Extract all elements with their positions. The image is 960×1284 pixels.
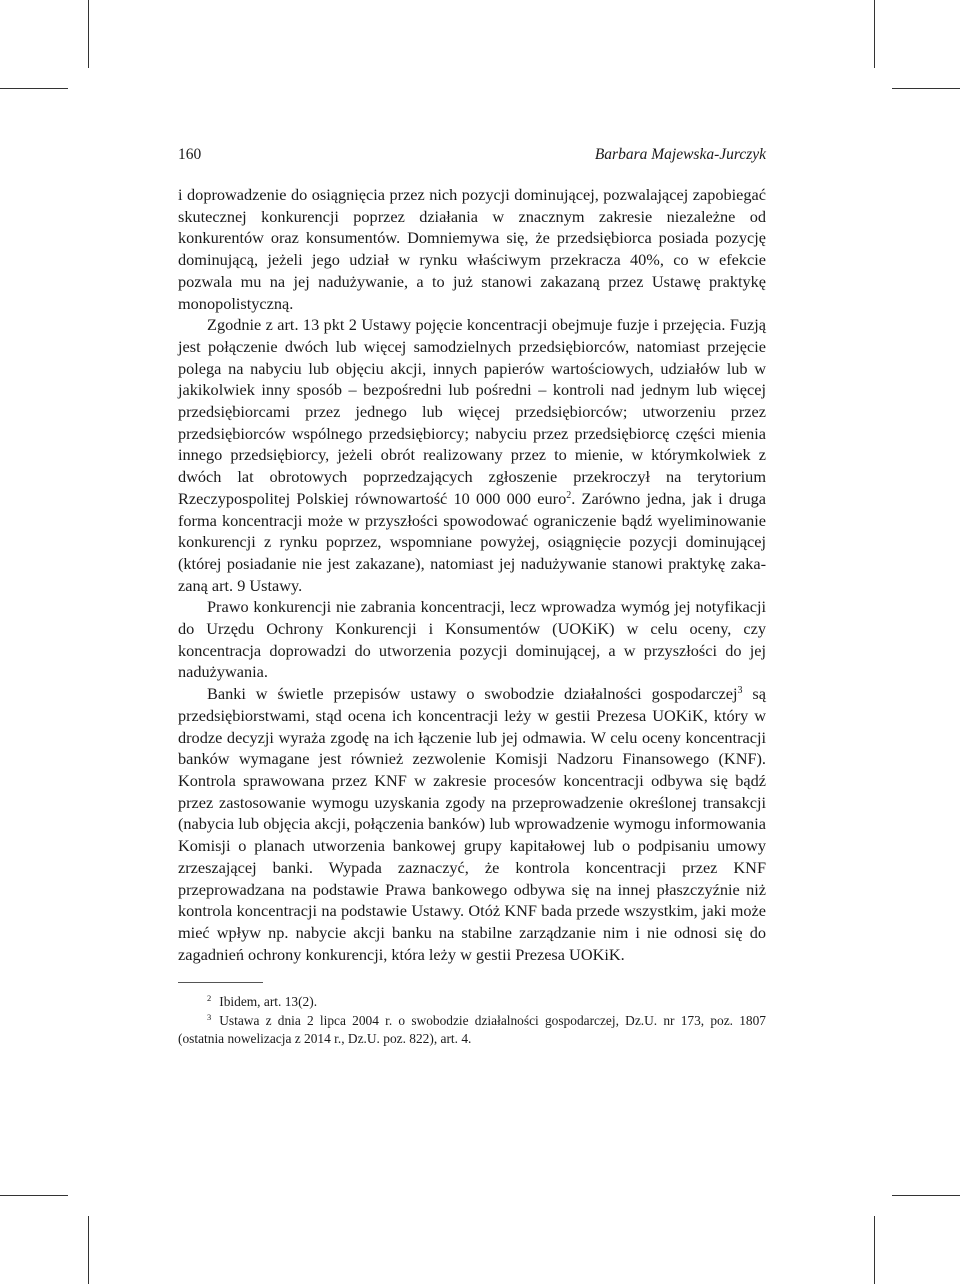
crop-mark-left-top — [0, 88, 68, 89]
page-number: 160 — [178, 146, 202, 163]
footnote-separator — [178, 982, 263, 983]
crop-mark-left-bottom — [0, 1195, 68, 1196]
paragraph-4 — [178, 683, 766, 965]
footnote-3-text: Ustawa z dnia 2 lipca 2004 r. o swobodzie działalności gospodarczej, Dz.U. nr 173, poz. 1807 (ostatnia nowelizacja z 2014 r., Dz.U. poz. 822), art. 4. — [178, 1012, 766, 1047]
running-head-author: Barbara Majewska-Jurczyk — [594, 146, 766, 163]
footnote-ref-3[interactable]: 3 — [737, 685, 743, 697]
footnotes — [178, 993, 766, 1049]
paragraph-4-text-b: są przedsiębiorstwami, stąd ocena ich koncentracji leży w gestii Prezesa UOKiK, który w drodze decyzji wyraża zgodę na ich łączenie lub jej odmawia. W celu oceny koncentracji banków wymagane jest również zezwolenie Komisji Nadzoru Finansowego (KNF). Kontrola sprawowana przez KNF w zakresie procesów koncentracji odbywa się bądź przez zastosowanie wymogu uzyskania zgody na przeprowadzenie określonej transakcji (nabycia lub objęcia akcji, połączenia banków) lub wprowadzenie wymogu informowania Komisji o planach utworzenia bankowej grupy kapitałowej lub o podpisaniu umowy zrzeszającej banki. Wypada zaznaczyć, że kontrola koncentracji przez KNF przeprowadzana na podstawie Prawa bankowego odbywa się na innej płaszczyźnie niż kontrola koncentracji na podstawie Ustawy. Otóż KNF bada przede wszystkim, jaki może mieć wpływ np. nabycie akcji banku na stabilne zarządzanie nim i nie odnosi się do zagadnień ochrony konkurencji, która leży w gestii Prezesa UOKiK. — [178, 684, 766, 964]
footnote-2-text: Ibidem, art. 13(2). — [219, 994, 318, 1010]
footnote-2 — [178, 993, 766, 1012]
footnote-3-mark: 3 — [207, 1011, 212, 1022]
paragraph-4-text-a: Banki w świetle przepisów ustawy o swobodzie działalności gospodarczej — [207, 684, 738, 704]
crop-mark-right-bottom — [892, 1195, 960, 1196]
crop-mark-bottom-left — [88, 1216, 89, 1284]
paragraph-3: Prawo konkurencji nie zabrania koncentracji, lecz wprowadza wymóg jej notyfikacji do Urzędu Ochrony Konkurencji i Konsumentów (UOKiK) w celu oceny, czy koncentracja doprowadzi do utworzenia pozycji dominującej, a w przyszłości do jej nadużywania. — [178, 597, 766, 682]
footnote-3 — [178, 1012, 766, 1049]
paragraph-2 — [178, 314, 766, 596]
book-page — [178, 146, 766, 1049]
footnote-ref-2[interactable]: 2 — [566, 489, 572, 501]
footnote-2-mark: 2 — [207, 993, 212, 1004]
crop-mark-top-left — [88, 0, 89, 68]
crop-mark-top-right — [874, 0, 875, 68]
paragraph-2-text-a: Zgodnie z art. 13 pkt 2 Ustawy pojęcie koncentracji obejmuje fuzje i przejęcia. Fuzją jest połączenie dwóch lub więcej samodzielnych przedsiębiorców, natomiast przejęcie polega na nabyciu lub objęciu akcji, innych papierów wartościowych, udziałów lub w jakikolwiek inny sposób – bezpośredni lub pośredni – kontroli nad jednym lub więcej przedsiębiorcami przez jednego lub więcej przedsiębiorców; utworzeniu przez przedsiębiorców wspólnego przedsiębiorcy; nabyciu przez przedsiębiorcę części mienia innego przedsiębiorcy, jeżeli obrót realizowany przez to mienie, w którymkolwiek z dwóch lat obrotowych poprzedzających zgłoszenie przekroczył na terytorium Rzeczypospolitej Polskiej równowartość 10 000 000 euro — [178, 315, 766, 508]
paragraph-2-text-b: . Zarówno jedna, jak i druga forma koncentracji może w przyszłości spowodować ograniczenie bądź wyeliminowanie konkurencji z rynku poprzez, wspomniane powyżej, osiągnięcie pozycji dominującej (której posiadanie nie jest zakazane), natomiast jej nadużywanie stanowi praktykę zakazaną art. 9 Ustawy. — [178, 488, 766, 595]
body-text — [178, 184, 766, 965]
crop-mark-right-top — [892, 88, 960, 89]
paragraph-1: i doprowadzenie do osiągnięcia przez nich pozycji dominującej, pozwalającej zapobiegać skutecznej konkurencji poprzez działania w znacznym zakresie niezależne od konkurentów oraz konsumentów. Domniemywa się, że przedsiębiorca posiada pozycję dominującą, jeżeli jego udział w rynku właściwym przekracza 40%, co w efekcie pozwala mu na jej nadużywanie, a to już stanowi zakazaną przez Ustawę praktykę monopolistyczną. — [178, 185, 766, 313]
crop-mark-bottom-right — [874, 1216, 875, 1284]
running-head — [178, 146, 766, 172]
